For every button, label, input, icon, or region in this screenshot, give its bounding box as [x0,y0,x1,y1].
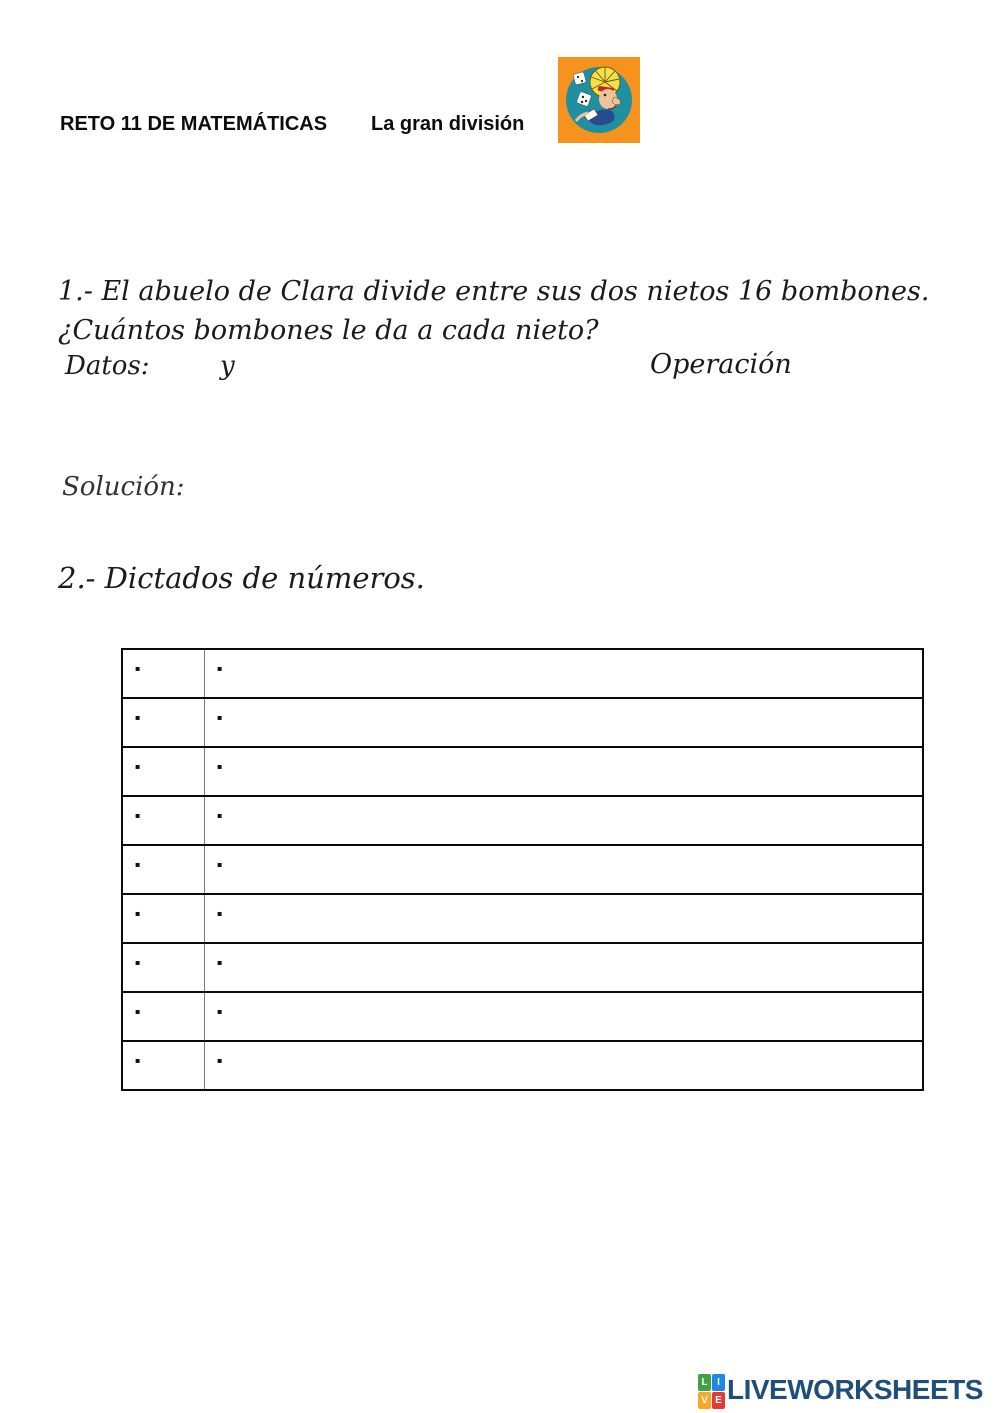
answer-cell[interactable] [122,796,205,845]
table-row [122,649,923,698]
answer-cell[interactable] [205,894,924,943]
answer-cell[interactable] [205,845,924,894]
liveworksheets-grid-icon [698,1374,725,1409]
bullet-icon: ▪ [217,1056,223,1065]
dictation-table [121,648,924,1091]
bullet-icon: ▪ [217,909,223,918]
answer-cell[interactable] [122,747,205,796]
bullet-icon: ▪ [217,811,223,820]
solucion-label: Solución: [62,472,185,502]
bullet-icon: ▪ [135,909,141,918]
answer-cell[interactable] [122,1041,205,1090]
bullet-icon: ▪ [217,713,223,722]
bullet-icon: ▪ [135,1007,141,1016]
bullet-icon: ▪ [135,860,141,869]
table-row [122,992,923,1041]
answer-cell[interactable] [122,943,205,992]
y-conjunction-label: y [220,351,235,381]
table-row [122,698,923,747]
operacion-label: Operación [650,349,792,380]
table-row [122,943,923,992]
logo-letter-l: L [698,1374,711,1391]
math-juggler-logo-icon [558,57,640,143]
bullet-icon: ▪ [135,664,141,673]
liveworksheets-brand: LIVEWORKSHEETS [727,1374,983,1405]
answer-cell[interactable] [205,796,924,845]
answer-cell[interactable] [122,845,205,894]
bullet-icon: ▪ [217,762,223,771]
bullet-icon: ▪ [217,860,223,869]
answer-cell[interactable] [122,649,205,698]
bullet-icon: ▪ [135,1056,141,1065]
datos-label: Datos: [65,351,150,381]
problem1-statement-line2: ¿Cuántos bombones le da a cada nieto? [58,315,599,346]
problem2-title: 2.- Dictados de números. [58,561,425,595]
bullet-icon: ▪ [135,713,141,722]
logo-letter-i: I [712,1374,725,1391]
logo-letter-v: V [698,1392,711,1409]
liveworksheets-footer [698,1371,983,1409]
table-row [122,747,923,796]
table-row [122,845,923,894]
answer-cell[interactable] [205,992,924,1041]
bullet-icon: ▪ [217,1007,223,1016]
bullet-icon: ▪ [217,958,223,967]
answer-cell[interactable] [205,649,924,698]
answer-cell[interactable] [205,1041,924,1090]
worksheet-subtitle: La gran división [371,113,525,135]
answer-cell[interactable] [205,698,924,747]
table-row [122,894,923,943]
logo-letter-e: E [712,1392,725,1409]
table-row [122,1041,923,1090]
answer-cell[interactable] [122,992,205,1041]
table-row [122,796,923,845]
answer-cell[interactable] [122,894,205,943]
worksheet-title: RETO 11 DE MATEMÁTICAS [60,113,328,135]
problem1-statement-line1: 1.- El abuelo de Clara divide entre sus dos nietos 16 bombones. [58,276,930,307]
answer-cell[interactable] [205,747,924,796]
answer-cell[interactable] [122,698,205,747]
bullet-icon: ▪ [135,811,141,820]
bullet-icon: ▪ [135,762,141,771]
bullet-icon: ▪ [217,664,223,673]
answer-cell[interactable] [205,943,924,992]
bullet-icon: ▪ [135,958,141,967]
